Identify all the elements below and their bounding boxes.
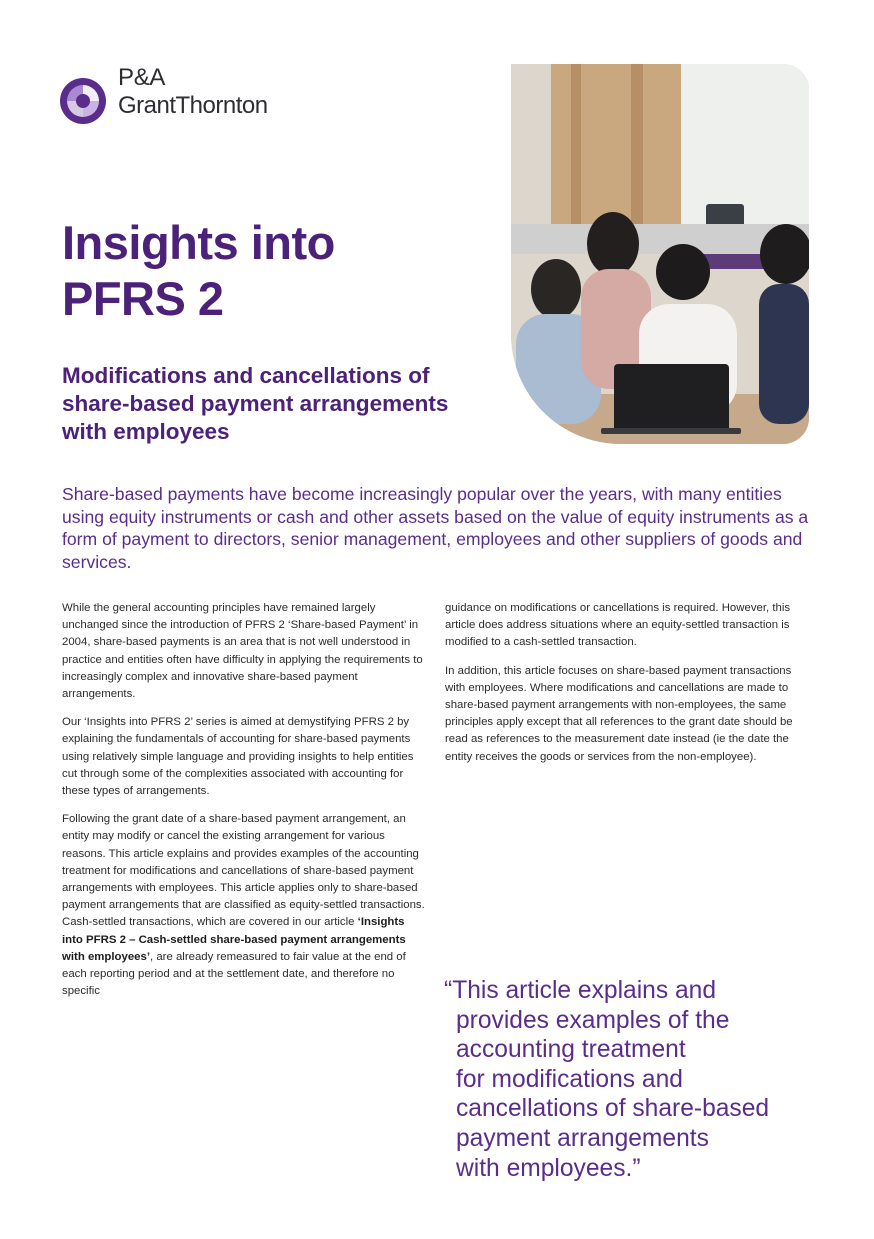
quote-line-4: for modifications and (456, 1065, 683, 1093)
body-paragraph-3 (62, 811, 428, 1000)
grant-thornton-logo-icon (60, 78, 106, 124)
quote-line-1: “This article explains and (444, 977, 717, 1004)
people-at-laptop-illustration (511, 64, 809, 444)
brand-line-1: P&A (118, 64, 166, 91)
body-paragraph-1: While the general accounting principles have remained largely unchanged since the introduction of PFRS 2 ‘Share-based Payment’ in 2004, share-based payments is an area that is not well understood in practice and entities often have difficulty in applying the requirements to increasingly complex and innovative share-based payment arrangements. (62, 602, 423, 701)
intro-paragraph: Share-based payments have become increasingly popular over the years, with many entities using equity instruments or cash and other assets based on the value of equity instruments as a form of payment to directors, senior management, employees and other suppliers of goods and services. (62, 484, 809, 572)
brand-line-2: GrantThornton (118, 92, 268, 119)
hero-photo (511, 64, 809, 444)
body-paragraph-3-start: Following the grant date of a share-based payment arrangement, an entity may modify or cancel the existing arrangement for various reasons. This article explains and provides examples of the accounting treatment for modifications and cancellations of share-based payment arrangements with employees. This article applies only to share-based payment arrangements that are classified as equity-settled transactions. Cash-settled transactions, which are covered in our article (62, 813, 425, 929)
quote-line-6: payment arrangements (456, 1124, 709, 1152)
body-paragraph-5: In addition, this article focuses on share-based payment transactions with employees. Where modifications and cancellations are made to share-based payment arrangements with non-employees, the same principles apply except that all references to the grant date should be read as references to the measurement date instead (ie the date the entity receives the goods or services from the non-employee). (445, 664, 793, 763)
body-paragraph-3-end: , are already remeasured to fair value at the end of each reporting period and at the settlement date, and therefore no specific (62, 950, 406, 998)
brand-logo (60, 62, 320, 128)
page-subtitle (62, 362, 522, 446)
subtitle-line-2: share-based payment arrangements (62, 391, 449, 416)
page-title (62, 215, 502, 327)
related-article-link[interactable]: ‘Insights into PFRS 2 – Cash-settled share-based payment arrangements with employees’ (62, 916, 406, 963)
subtitle-line-1: Modifications and cancellations of (62, 363, 430, 388)
quote-line-7: with employees.” (456, 1154, 641, 1182)
subtitle-line-3: with employees (62, 419, 230, 444)
pull-quote (444, 976, 844, 1183)
body-paragraph-4: guidance on modifications or cancellations is required. However, this article does address situations where an equity-settled transaction is modified to a cash-settled transaction. (445, 602, 791, 649)
title-line-2: PFRS 2 (62, 272, 224, 325)
title-line-1: Insights into (62, 216, 335, 269)
quote-line-5: cancellations of share-based (456, 1095, 770, 1123)
body-paragraph-2: Our ‘Insights into PFRS 2’ series is aimed at demystifying PFRS 2 by explaining the fundamentals of accounting for share-based payments using relatively simple language and providing insights to help entities cut through some of the complexities associated with accounting for these types of arrangements. (62, 716, 414, 798)
quote-line-3: accounting treatment (456, 1036, 686, 1064)
quote-line-2: provides examples of the (456, 1006, 730, 1034)
body-column-right (445, 600, 813, 777)
body-column-left (62, 600, 428, 1011)
